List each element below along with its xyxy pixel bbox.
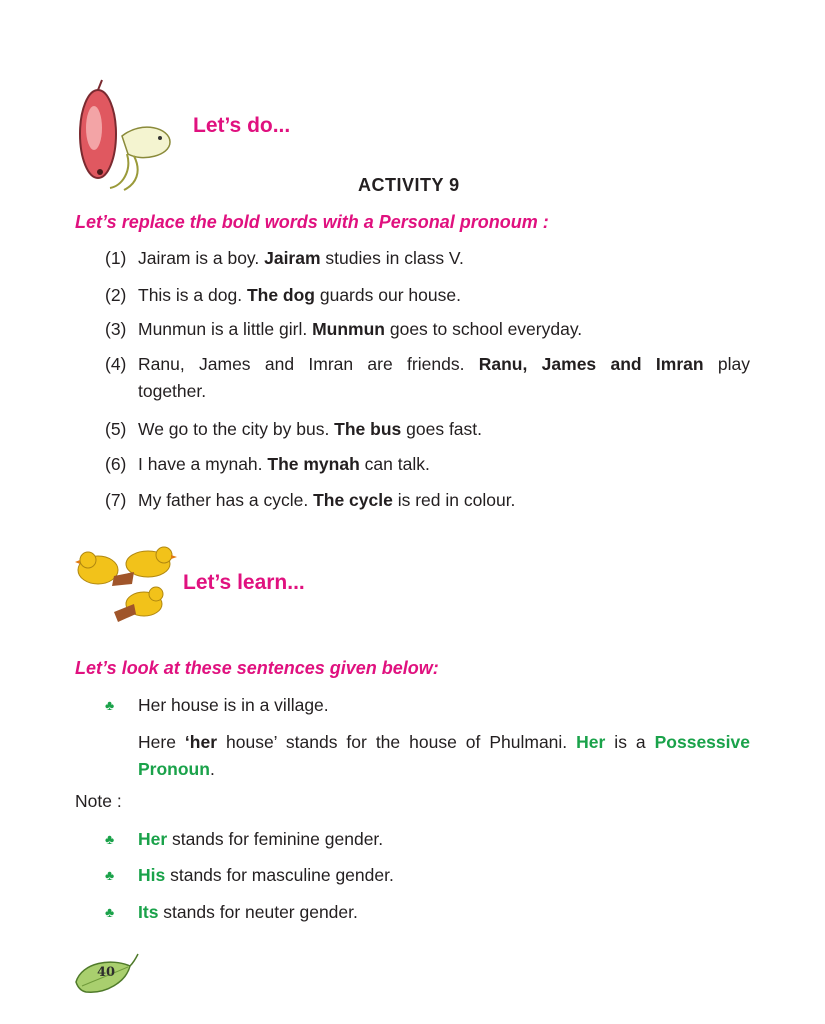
- club-icon: ♣: [105, 697, 115, 713]
- item-text: can talk.: [359, 454, 430, 474]
- page-number-badge: [72, 952, 142, 996]
- list-item: [105, 316, 750, 343]
- item-text: goes to school everyday.: [385, 319, 583, 339]
- club-icon: ♣: [105, 904, 115, 920]
- explanation-text: house’ stands for the house of Phulmani.: [217, 732, 577, 752]
- item-text: play: [703, 354, 750, 374]
- activity-heading: ACTIVITY 9: [358, 175, 460, 195]
- example-sentence: Her house is in a village.: [138, 695, 329, 715]
- bold-word: Ranu, James and Imran: [478, 354, 704, 374]
- item-text: This is a dog.: [138, 285, 247, 305]
- club-icon: ♣: [105, 867, 115, 883]
- item-number: (3): [105, 319, 127, 339]
- bold-word: The bus: [334, 419, 402, 439]
- page-number: 40: [97, 965, 116, 980]
- lets-do-illustration: [72, 76, 182, 196]
- item-text: Ranu, James and Imran are friends.: [138, 354, 479, 374]
- example-item: [105, 692, 750, 718]
- item-number: (6): [105, 454, 127, 474]
- lets-learn-illustration: [74, 542, 179, 627]
- note-item: [105, 862, 394, 888]
- item-text: studies in class V.: [320, 248, 464, 268]
- item-text: Jairam is a boy.: [138, 248, 265, 268]
- term-possessive: Possessive: [654, 732, 750, 752]
- item-number: (1): [105, 248, 127, 268]
- note-keyword: Her: [138, 829, 168, 849]
- note-keyword: Its: [138, 902, 159, 922]
- item-text: We go to the city by bus.: [138, 419, 335, 439]
- bold-word: Munmun: [312, 319, 385, 339]
- lets-learn-heading: Let’s learn...: [183, 571, 305, 594]
- explanation-text: .: [209, 759, 215, 779]
- bold-word: The dog: [246, 285, 315, 305]
- keyword-her: Her: [576, 732, 606, 752]
- item-number: (5): [105, 419, 127, 439]
- bold-word: The cycle: [313, 490, 393, 510]
- list-item: [105, 245, 750, 272]
- club-icon: ♣: [105, 831, 115, 847]
- activity-instruction: Let’s replace the bold words with a Personal pronoum :: [75, 212, 549, 232]
- look-instruction: Let’s look at these sentences given below:: [75, 658, 439, 678]
- note-text: stands for feminine gender.: [167, 829, 384, 849]
- list-item: [105, 451, 750, 478]
- item-text: Munmun is a little girl.: [138, 319, 313, 339]
- item-text: is red in colour.: [392, 490, 516, 510]
- bold-word: Jairam: [264, 248, 321, 268]
- bold-word: The mynah: [267, 454, 360, 474]
- list-item: [105, 282, 750, 309]
- explanation-text: Here: [138, 732, 185, 752]
- emphasis-her: ‘her: [184, 732, 218, 752]
- list-item: [105, 351, 750, 405]
- note-label: Note :: [75, 791, 122, 811]
- item-text-continued: together.: [138, 381, 207, 401]
- item-number: (4): [105, 354, 127, 374]
- list-item: [105, 487, 750, 514]
- item-number: (2): [105, 285, 127, 305]
- item-text: My father has a cycle.: [138, 490, 314, 510]
- explanation-text: is a: [605, 732, 655, 752]
- note-item: [105, 826, 383, 852]
- list-item: [105, 416, 750, 443]
- item-text: goes fast.: [401, 419, 483, 439]
- lets-do-heading: Let’s do...: [193, 114, 291, 137]
- note-keyword: His: [138, 865, 166, 885]
- item-text: guards our house.: [315, 285, 461, 305]
- term-pronoun: Pronoun: [138, 759, 210, 779]
- note-item: [105, 899, 358, 925]
- item-number: (7): [105, 490, 127, 510]
- note-text: stands for masculine gender.: [165, 865, 394, 885]
- note-text: stands for neuter gender.: [158, 902, 358, 922]
- example-explanation: [138, 729, 750, 783]
- item-text: I have a mynah.: [138, 454, 268, 474]
